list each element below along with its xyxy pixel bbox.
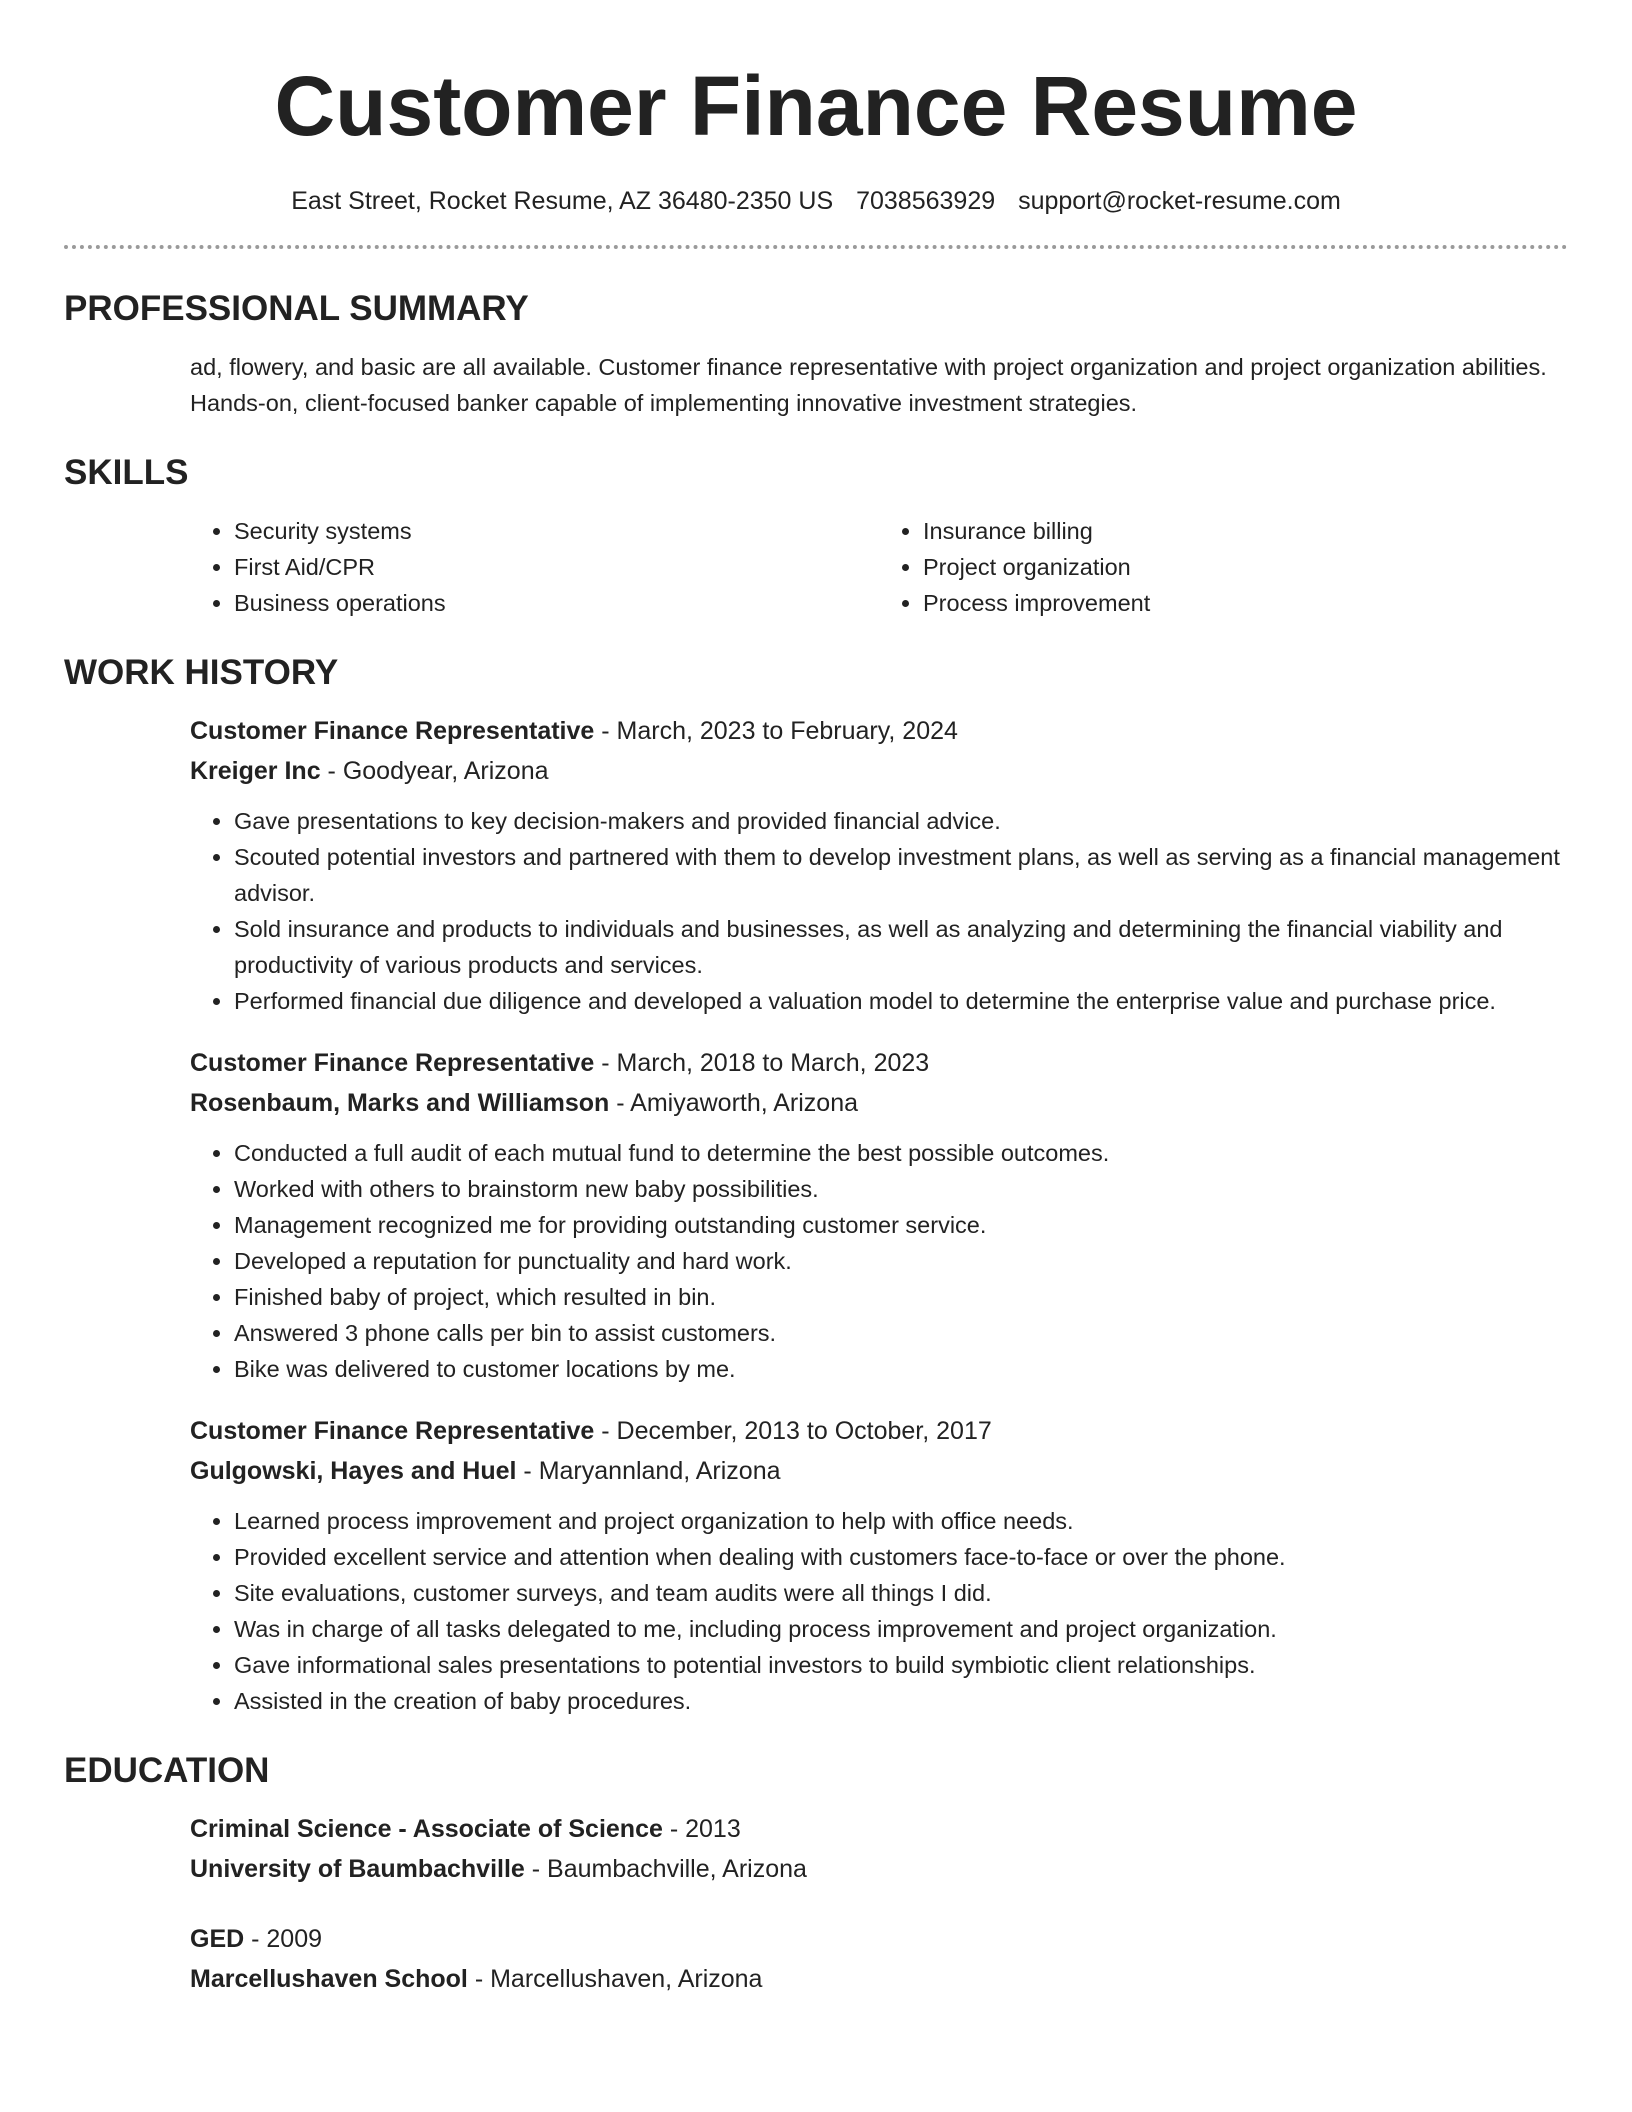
job-title-line	[190, 711, 1568, 751]
education-heading: EDUCATION	[64, 1751, 270, 1790]
job-bullet: • Provided excellent service and attention when dealing with customers face-to-face or over the phone.	[234, 1539, 1568, 1575]
job-location: - Maryannland, Arizona	[516, 1457, 781, 1485]
education-location: - Marcellushaven, Arizona	[467, 1965, 763, 1993]
job-title: Customer Finance Representative	[190, 717, 595, 745]
skill-item: • Insurance billing	[923, 513, 1568, 549]
job-bullet: • Site evaluations, customer surveys, and team audits were all things I did.	[234, 1575, 1568, 1611]
header-divider	[64, 245, 1568, 249]
job-company-line	[190, 1083, 1568, 1123]
job-entry	[190, 711, 1568, 1019]
job-company-line	[190, 751, 1568, 791]
education-degree-line	[190, 1919, 1568, 1959]
contact-line	[64, 184, 1568, 218]
education-degree: Criminal Science - Associate of Science	[190, 1815, 663, 1843]
job-bullet: • Gave presentations to key decision-makers and provided financial advice.	[234, 803, 1568, 839]
job-bullet: • Developed a reputation for punctuality and hard work.	[234, 1243, 1568, 1279]
education-year: - 2009	[244, 1925, 323, 1953]
job-company: Gulgowski, Hayes and Huel	[190, 1457, 517, 1485]
work-history-heading: WORK HISTORY	[64, 653, 339, 692]
job-location: - Amiyaworth, Arizona	[609, 1089, 859, 1117]
skills-heading: SKILLS	[64, 453, 189, 492]
skills-list-left	[190, 513, 879, 621]
skills-list-right	[879, 513, 1568, 621]
job-entry	[190, 1043, 1568, 1387]
summary-text: ad, flowery, and basic are all available. Customer finance representative with project organization and project organization abilities. Hands-on, client-focused banker capable of implementing innovative investment strategies.	[190, 354, 1547, 416]
resume-title: Customer Finance Resume	[274, 59, 1358, 153]
education-school: Marcellushaven School	[190, 1965, 468, 1993]
skill-item: • Project organization	[923, 549, 1568, 585]
job-entry	[190, 1411, 1568, 1719]
job-bullet: • Answered 3 phone calls per bin to assist customers.	[234, 1315, 1568, 1351]
job-title: Customer Finance Representative	[190, 1417, 595, 1445]
contact-address: East Street, Rocket Resume, AZ 36480-2350 US	[291, 187, 834, 215]
education-location: - Baumbachville, Arizona	[524, 1855, 807, 1883]
job-bullets	[190, 1135, 1568, 1387]
job-bullet: • Finished baby of project, which resulted in bin.	[234, 1279, 1568, 1315]
education-degree-line	[190, 1809, 1568, 1849]
job-bullet: • Assisted in the creation of baby procedures.	[234, 1683, 1568, 1719]
job-company-line	[190, 1451, 1568, 1491]
skill-item: • Process improvement	[923, 585, 1568, 621]
job-bullet: • Sold insurance and products to individuals and businesses, as well as analyzing and determining the financial viability and productivity of various products and services.	[234, 911, 1568, 983]
education-school-line	[190, 1959, 1568, 1999]
job-bullet: • Bike was delivered to customer locations by me.	[234, 1351, 1568, 1387]
skill-item: • Business operations	[234, 585, 879, 621]
job-bullet: • Was in charge of all tasks delegated to me, including process improvement and project organization.	[234, 1611, 1568, 1647]
work-history-section	[64, 651, 1568, 1719]
skill-item: • Security systems	[234, 513, 879, 549]
skills-grid	[190, 513, 1568, 621]
job-company: Rosenbaum, Marks and Williamson	[190, 1089, 610, 1117]
job-bullet: • Learned process improvement and project organization to help with office needs.	[234, 1503, 1568, 1539]
job-title-line	[190, 1411, 1568, 1451]
job-bullet: • Worked with others to brainstorm new baby possibilities.	[234, 1171, 1568, 1207]
job-title: Customer Finance Representative	[190, 1049, 595, 1077]
job-bullet: • Gave informational sales presentations to potential investors to build symbiotic client relationships.	[234, 1647, 1568, 1683]
job-bullets	[190, 803, 1568, 1019]
summary-body	[190, 349, 1568, 421]
summary-section	[64, 287, 1568, 421]
education-degree: GED	[190, 1925, 245, 1953]
job-dates: - March, 2018 to March, 2023	[594, 1049, 930, 1077]
job-bullet: • Management recognized me for providing outstanding customer service.	[234, 1207, 1568, 1243]
education-section	[64, 1749, 1568, 1999]
job-bullets	[190, 1503, 1568, 1719]
job-bullet: • Conducted a full audit of each mutual fund to determine the best possible outcomes.	[234, 1135, 1568, 1171]
education-school: University of Baumbachville	[190, 1855, 525, 1883]
contact-phone: 7038563929	[856, 187, 996, 215]
education-year: - 2013	[662, 1815, 741, 1843]
contact-email: support@rocket-resume.com	[1018, 187, 1341, 215]
summary-heading: PROFESSIONAL SUMMARY	[64, 289, 529, 328]
job-location: - Goodyear, Arizona	[320, 757, 549, 785]
job-bullet: • Performed financial due diligence and developed a valuation model to determine the enterprise value and purchase price.	[234, 983, 1568, 1019]
job-title-line	[190, 1043, 1568, 1083]
job-dates: - March, 2023 to February, 2024	[594, 717, 958, 745]
job-dates: - December, 2013 to October, 2017	[594, 1417, 992, 1445]
skills-section	[64, 451, 1568, 621]
skill-item: • First Aid/CPR	[234, 549, 879, 585]
education-entry	[190, 1809, 1568, 1889]
education-school-line	[190, 1849, 1568, 1889]
job-company: Kreiger Inc	[190, 757, 321, 785]
education-entry	[190, 1919, 1568, 1999]
job-bullet: • Scouted potential investors and partnered with them to develop investment plans, as well as serving as a financial management advisor.	[234, 839, 1568, 911]
